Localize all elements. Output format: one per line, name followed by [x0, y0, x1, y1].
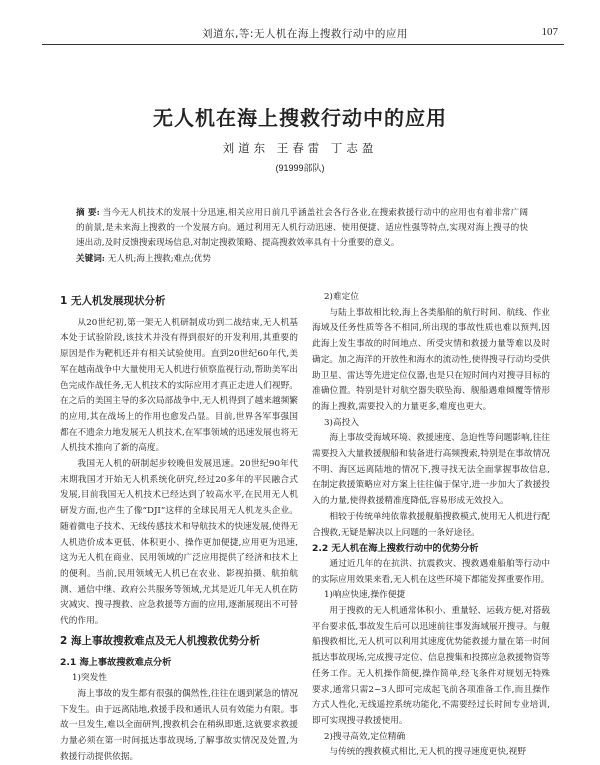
- body-paragraph: 通过近几年的在抗洪、抗震救灾、搜救遇难船舶等行动中的实际应用效果来看,无人机在这些环境下都能发挥重要作用。: [312, 558, 550, 585]
- body-paragraph: 从20世纪初,第一架无人机研制成功到二战结束,无人机基本处于试验阶段,该技术并没有得到很好的开发利用,其重要的原因是作为靶机还并有相关试验使用。直到20世纪60年代,美军在越南战争中大量使用无人机进行侦察监视行动,帮助美军出色完成作战任务,无人机技术的实际应用才真正走进人们视野。在之后的美国主导的多次局部战争中,无人机得到了越来越频繁的应用,其在战场上的作用也愈发凸显。目前,世界各军事强国都在不遗余力地发展无人机技术,在军事领域的迅速发展也将无人机技术推向了新的高度。: [60, 317, 298, 454]
- affiliation: (91999部队): [275, 163, 325, 173]
- subsection-heading: 2.1 海上事故搜救难点分析: [60, 657, 172, 669]
- body-paragraph: 与传统的搜救模式相比,无人机的搜寻速度更快,视野: [329, 747, 527, 758]
- right-column: [312, 290, 550, 761]
- running-head-text: 刘道东,等:无人机在海上搜救行动中的应用: [202, 28, 408, 40]
- left-column: [60, 290, 298, 765]
- header-rule: [42, 44, 564, 45]
- page-number: 107: [541, 26, 558, 38]
- subsection-heading: 2.2 无人机在海上搜救行动中的优势分析: [312, 543, 479, 555]
- body-paragraph: 与陆上事故相比较,海上各类船舶的航行时间、航线、作业海域及任务性质等各不相同,所出现的事故性质也难以预判,因此海上发生事故的时间地点、所受灾情和救援力量等难以及时确定。加之海洋的开放性和海水的流动性,使得搜寻行动均受供助卫星、雷达等先进定位仪器,也是只在短时间内对搜寻目标的准确位置。特别是针对航空器失联坠海、舰船遇难倾覆等情形的海上搜救,需要投入的力量更多,难度也更大。: [312, 307, 550, 412]
- section-heading: 1 无人机发展现状分析: [60, 295, 166, 307]
- item-heading: 3)高投入: [324, 417, 359, 428]
- author-list: 刘道东 王春雷 丁志盈: [222, 141, 378, 155]
- body-paragraph: 用于搜救的无人机通常体积小、重量轻、运载方便,对搭载平台要求低,事故发生后可以迅速前往事发海域展开搜寻。与舰船搜救相比,无人机可以利用其速度优势能救援力量在第一时间抵达事故现场,完成搜寻定位、信息搜集和投掷应急救援物资等任务工作。无人机操作简便,操作简单,经飞条件对规划无特殊要求,通常只需2~3人即可完成起飞前各项准备工作,而且操作方式人性化,无线遥控系统功能化,不需要经过长时间专业培训,即可实现搜寻救援使用。: [312, 606, 550, 726]
- body-paragraph: 相较于传统单纯依靠救援舰船搜救模式,使用无人机进行配合搜救,无疑是解决以上问题的一条好途径。: [312, 511, 550, 538]
- abstract-text: 当今无人机技术的发展十分迅速,相关应用日前几乎涵盖社会各行各业,在搜索救援行动中的应用也有着非常广阔的前景,是未来海上搜救的一个发展方向。通过利用无人机行动迅速、使用便捷、适应性强等特点,实现对海上搜寻的快速出动,及时反馈搜索现场信息,对制定搜救策略、提高搜救效率具有十分重要的意义。: [76, 208, 529, 249]
- item-heading: 1)响应快速,操作便捷: [324, 590, 406, 601]
- item-heading: 1)突发性: [72, 673, 107, 684]
- abstract: [76, 206, 528, 252]
- body-paragraph: 我国无人机的研制起步较晚但发展迅速。20世纪90年代末期我国才开始无人机系统化研究,经过20多年的平民融合式发展,目前我国无人机技术已经达到了较高水平,在民用无人机研发方面,也产生了像“DJI”这样的全球民用无人机龙头企业。随着微电子技术、无线传感技术和导航技术的快速发展,使得无人机造价成本更低、体积更小、操作更加便捷,应用更为迅速,这为无人机在商业、民用领域的广泛应用提供了经济和技术上的便利。当前,民用领域无人机已在农业、影视拍摄、航拍航测、通信中继、政府公共服务等领域,尤其是近几年无人机在防灾减灾、搜寻搜救、应急救援等方面的应用,逐渐展现出不可替代的作用。: [60, 459, 298, 627]
- body-paragraph: 海上事故的发生都有很强的偶然性,往往在遇到紧急的情况下发生。由于远离陆地,救援手段和通讯人员有效能力有限。事故一旦发生,难以全面研判,搜救机会在稍纵即逝,这就要求救援力量必须在第一时间抵达事故现场,了解事故实情况及处置,为救援行动提供依据。: [60, 688, 298, 762]
- section-heading: 2 海上事故搜救难点及无人机搜救优势分析: [60, 634, 260, 647]
- item-heading: 2)难定位: [324, 292, 359, 302]
- keywords: [76, 252, 528, 264]
- paper-title: 无人机在海上搜救行动中的应用: [153, 106, 447, 130]
- item-heading: 2)搜寻高效,定位精确: [324, 731, 406, 742]
- keywords-label: 关键词:: [76, 254, 105, 264]
- body-paragraph: 海上事故受海域环境、救援速度、急迫性等问题影响,往往需要投入大量救援舰船和装备进行高频搜索,特别是在事故情况不明、海区远离陆地的情况下,搜寻找无法全面掌握事故信息,在制定救援策略应对方案上往往偏于保守,进一步加大了救援投入的力量,使得救援精准度降低,容易形成无效投入。: [312, 433, 550, 507]
- keywords-text: 无人机;海上搜救;难点;优势: [107, 254, 211, 264]
- abstract-label: 摘 要:: [76, 208, 100, 218]
